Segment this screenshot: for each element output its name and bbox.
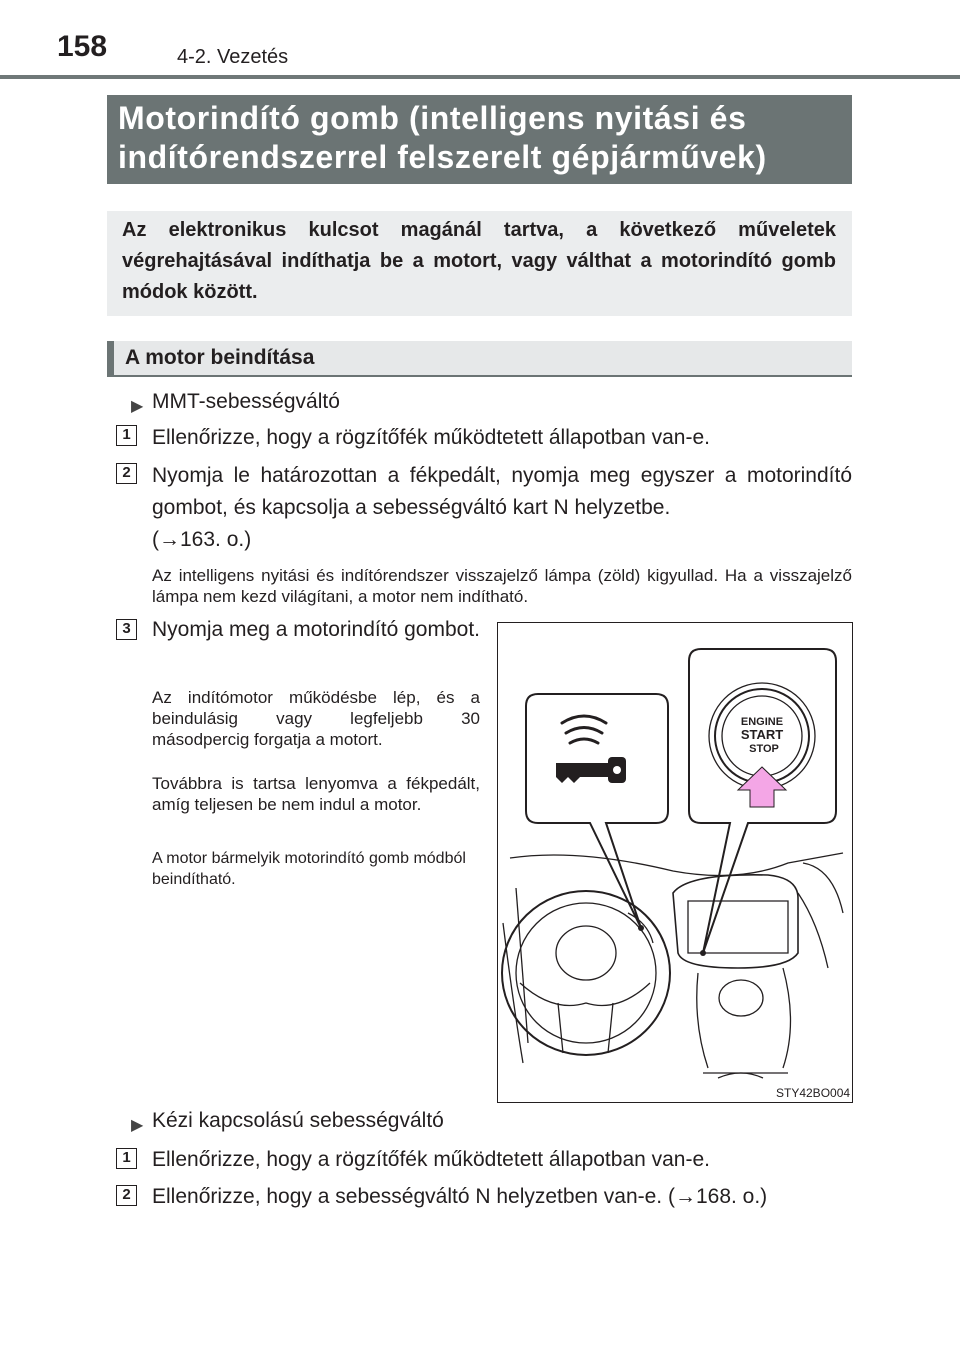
page-title (107, 95, 852, 184)
dashboard-illustration (497, 622, 853, 1103)
step-text: Ellenőrizze, hogy a rögzítőfék működtetett állapotban van-e. (152, 426, 710, 449)
dashboard-drawing (498, 623, 851, 1101)
step-text: Ellenőrizze, hogy a sebességváltó N helyzetben van-e. (→168. o.) (152, 1185, 768, 1208)
manual-label: Kézi kapcsolású sebességváltó (152, 1109, 444, 1132)
section-label: 4-2. Vezetés (177, 46, 289, 68)
step-2-text: Nyomja le határozottan a fékpedált, nyomja meg egyszer a motorindító gombot, és kapcsolja a sebességváltó kart N helyzetbe. (152, 464, 852, 519)
step-text: Ellenőrizze, hogy a rögzítőfék működtetett állapotban van-e. (152, 1148, 710, 1171)
button-label-engine: ENGINE (740, 716, 784, 728)
mmt-label: MMT-sebességváltó (152, 390, 340, 413)
step-3-note-3: A motor bármelyik motorindító gomb módból beindítható. (152, 850, 466, 888)
header-rule (0, 75, 960, 79)
triangle-bullet-icon: ▶ (131, 1117, 144, 1134)
intro-box: Az elektronikus kulcsot magánál tartva, a következő műveletek végrehajtásával indíthatja be a motort, vagy válthat a motorindító gomb módok között. (107, 211, 852, 316)
step-number: 2 (116, 463, 137, 484)
step-number: 1 (116, 425, 137, 446)
button-label-stop: STOP (749, 743, 779, 755)
figure-code: STY42BO004 (776, 1086, 851, 1100)
step-3-note-1: Az indítómotor működésbe lép, és a beindulásig vagy legfeljebb 30 másodpercig forgatja a motort. (152, 688, 480, 749)
smart-key-icon (556, 757, 626, 783)
triangle-bullet-icon: ▶ (131, 398, 144, 415)
signal-waves-icon (562, 716, 606, 743)
page-reference: (→163. o.) (152, 528, 252, 551)
step-number: 2 (116, 1185, 137, 1206)
button-label-start: START (740, 727, 784, 742)
step-2-note: Az intelligens nyitási és indítórendszer visszajelző lámpa (zöld) kigyullad. Ha a visszajelző lámpa nem kezd világítani, a motor nem indítható. (152, 566, 852, 606)
subsection-heading: A motor beindítása (107, 341, 852, 377)
title-line-1: Motorindító gomb (intelligens nyitási és (118, 100, 747, 136)
step-number: 1 (116, 1148, 137, 1169)
page-number: 158 (57, 30, 108, 63)
title-line-2: indítórendszerrel felszerelt gépjárművek) (118, 139, 767, 175)
step-text: Nyomja meg a motorindító gombot. (152, 618, 480, 641)
step-3-note-2: Továbbra is tartsa lenyomva a fékpedált, amíg teljesen be nem indul a motor. (152, 774, 480, 814)
step-text (152, 460, 852, 556)
step-number: 3 (116, 619, 137, 640)
